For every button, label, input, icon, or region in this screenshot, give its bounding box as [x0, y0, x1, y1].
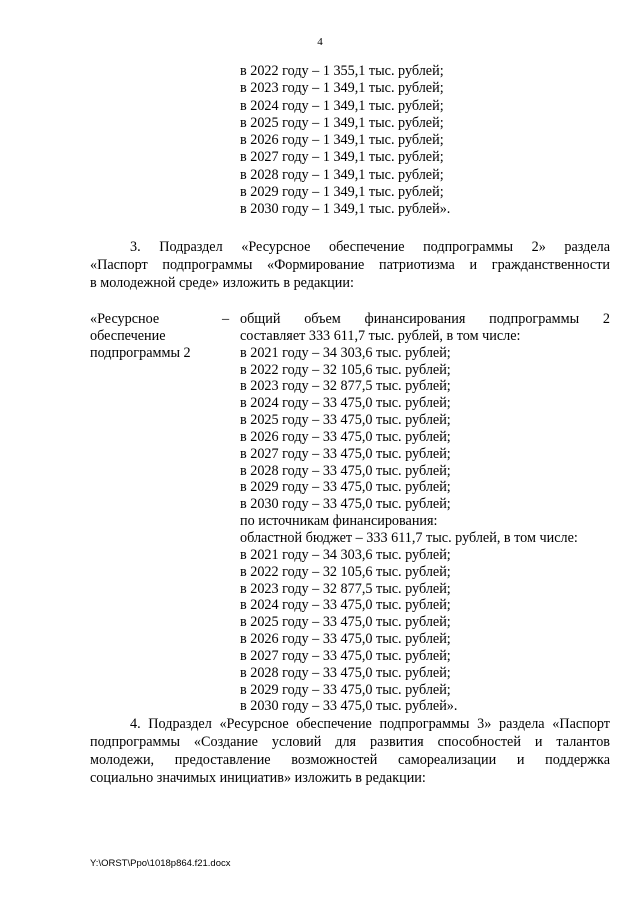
list-item: в 2026 году – 33 475,0 тыс. рублей;: [240, 428, 451, 445]
list-item: в 2025 году – 33 475,0 тыс. рублей;: [240, 614, 451, 631]
top-funding-list: [240, 63, 450, 219]
intro-line: общий объем финансирования подпрограммы 2: [240, 311, 610, 327]
list-item: в 2022 году – 32 105,6 тыс. рублей;: [240, 563, 451, 580]
list-item: в 2028 году – 1 349,1 тыс. рублей;: [240, 166, 444, 183]
list-item: в 2027 году – 33 475,0 тыс. рублей;: [240, 445, 451, 462]
paragraph-line: молодежи, предоставление возможностей самореализации и поддержка: [90, 752, 610, 768]
list-item: в 2021 году – 34 303,6 тыс. рублей;: [240, 344, 451, 361]
section-3-paragraph: [90, 238, 610, 292]
list-item: в 2030 году – 33 475,0 тыс. рублей;: [240, 496, 451, 513]
list-item: в 2022 году – 32 105,6 тыс. рублей;: [240, 361, 451, 378]
label-line: обеспечение: [90, 328, 166, 344]
list-item: в 2025 году – 1 349,1 тыс. рублей;: [240, 114, 444, 131]
table-dash: –: [222, 311, 230, 327]
list-item: в 2030 году – 33 475,0 тыс. рублей».: [240, 698, 458, 715]
table-right-content: [240, 311, 610, 715]
intro-line: составляет 333 611,7 тыс. рублей, в том числе:: [240, 327, 521, 344]
list-item: в 2023 году – 1 349,1 тыс. рублей;: [240, 80, 444, 97]
label-line: «Ресурсное: [90, 311, 160, 327]
list-item: в 2029 году – 33 475,0 тыс. рублей;: [240, 479, 451, 496]
paragraph-line: социально значимых инициатив» изложить в редакции:: [90, 770, 426, 786]
list-item: в 2023 году – 32 877,5 тыс. рублей;: [240, 378, 451, 395]
list-item: в 2028 году – 33 475,0 тыс. рублей;: [240, 664, 451, 681]
list-item: в 2023 году – 32 877,5 тыс. рублей;: [240, 580, 451, 597]
label-line: подпрограммы 2: [90, 345, 191, 361]
list-item: в 2026 году – 33 475,0 тыс. рублей;: [240, 631, 451, 648]
page-number: 4: [317, 36, 323, 48]
section-4-paragraph: [90, 715, 610, 787]
list-item: в 2022 году – 1 355,1 тыс. рублей;: [240, 63, 444, 79]
regional-budget-line: областной бюджет – 333 611,7 тыс. рублей, в том числе:: [240, 529, 578, 546]
paragraph-line: в молодежной среде» изложить в редакции:: [90, 275, 354, 291]
list-item: в 2025 году – 33 475,0 тыс. рублей;: [240, 412, 451, 429]
list-item: в 2029 году – 33 475,0 тыс. рублей;: [240, 681, 451, 698]
sources-label: по источникам финансирования:: [240, 513, 438, 530]
paragraph-line: «Паспорт подпрограммы «Формирование патриотизма и гражданственности: [90, 257, 610, 273]
list-item: в 2027 году – 33 475,0 тыс. рублей;: [240, 647, 451, 664]
list-item: в 2024 году – 1 349,1 тыс. рублей;: [240, 97, 444, 114]
list-item: в 2028 году – 33 475,0 тыс. рублей;: [240, 462, 451, 479]
list-item: в 2021 году – 34 303,6 тыс. рублей;: [240, 546, 451, 563]
list-item: в 2029 году – 1 349,1 тыс. рублей;: [240, 184, 444, 201]
list-item: в 2030 году – 1 349,1 тыс. рублей».: [240, 201, 451, 218]
list-item: в 2026 году – 1 349,1 тыс. рублей;: [240, 132, 444, 149]
list-item: в 2024 году – 33 475,0 тыс. рублей;: [240, 395, 451, 412]
table-left-label: [90, 311, 191, 362]
footer-file-path: Y:\ORST\Ppo\1018p864.f21.docx: [90, 858, 231, 869]
paragraph-line: 4. Подраздел «Ресурсное обеспечение подпрограммы 3» раздела «Паспорт: [130, 716, 610, 732]
paragraph-line: подпрограммы «Создание условий для развития способностей и талантов: [90, 734, 610, 750]
paragraph-line: 3. Подраздел «Ресурсное обеспечение подпрограммы 2» раздела: [130, 239, 610, 255]
list-item: в 2024 году – 33 475,0 тыс. рублей;: [240, 597, 451, 614]
list-item: в 2027 году – 1 349,1 тыс. рублей;: [240, 149, 444, 166]
